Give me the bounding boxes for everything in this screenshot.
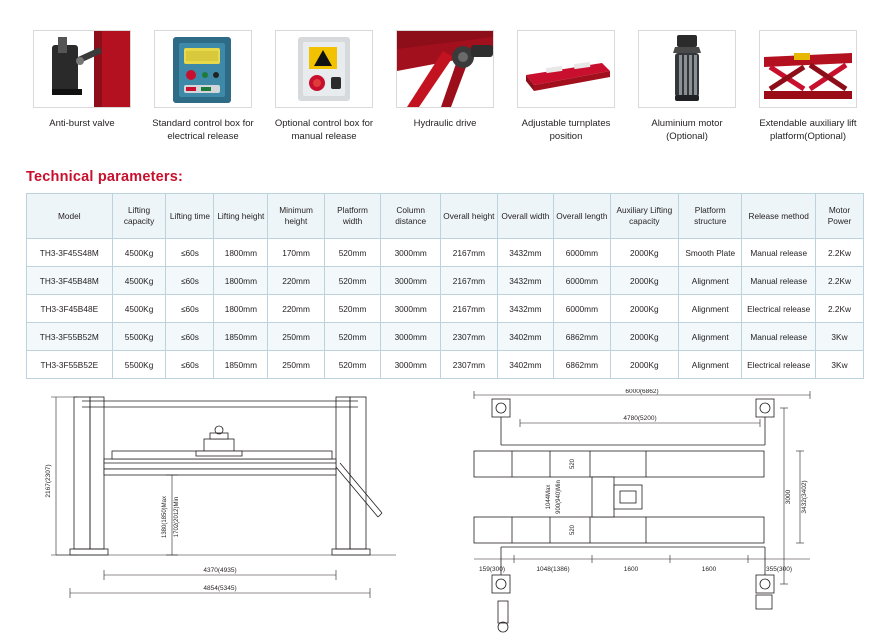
table-header-cell: Model	[27, 194, 113, 239]
table-row	[27, 351, 864, 379]
table-cell: 6862mm	[554, 351, 610, 379]
feature-caption: Optional control box for manual release	[274, 118, 374, 142]
table-cell: 520mm	[324, 239, 380, 267]
dim-overall-length: 6000(6862)	[625, 389, 659, 395]
table-row	[27, 239, 864, 267]
table-cell: ≤60s	[166, 267, 214, 295]
table-cell: 2000Kg	[610, 239, 678, 267]
table-cell: 3000mm	[381, 267, 441, 295]
table-header-cell: Lifting height	[214, 194, 268, 239]
table-cell: TH3-3F55B52E	[27, 351, 113, 379]
table-cell: 3432mm	[497, 239, 553, 267]
table-header-cell: Column distance	[381, 194, 441, 239]
table-cell: TH3-3F55B52M	[27, 323, 113, 351]
table-cell: 4500Kg	[112, 267, 166, 295]
table-cell: Manual release	[742, 267, 816, 295]
table-cell: 3000mm	[381, 239, 441, 267]
technical-parameters-table	[26, 193, 864, 379]
table-cell: Electrical release	[742, 351, 816, 379]
table-header-cell: Platform structure	[679, 194, 742, 239]
table-cell: 3432mm	[497, 295, 553, 323]
feature-item	[631, 30, 743, 143]
feature-caption: Standard control box for electrical release	[152, 118, 254, 142]
table-cell: 520mm	[324, 351, 380, 379]
dim-lift-height-max: 1380(1850)Max	[162, 495, 168, 539]
table-cell: 2000Kg	[610, 323, 678, 351]
dim-inner-width: 4370(4935)	[203, 567, 237, 574]
table-cell: 520mm	[324, 267, 380, 295]
table-header-cell: Motor Power	[816, 194, 864, 239]
table-header-cell: Lifting capacity	[112, 194, 166, 239]
table-cell: Alignment	[679, 267, 742, 295]
table-cell: 2307mm	[441, 351, 497, 379]
table-cell: 1850mm	[214, 323, 268, 351]
table-cell: ≤60s	[166, 295, 214, 323]
table-header-cell: Auxiliary Lifting capacity	[610, 194, 678, 239]
adjustable-turnplates-photo	[517, 30, 615, 108]
table-cell: 2000Kg	[610, 295, 678, 323]
table-cell: 3000mm	[381, 323, 441, 351]
table-header-cell: Overall length	[554, 194, 610, 239]
dim-front-overhang: 159(300)	[478, 566, 506, 573]
table-cell: ≤60s	[166, 323, 214, 351]
table-cell: ≤60s	[166, 239, 214, 267]
table-cell: 4500Kg	[112, 239, 166, 267]
feature-caption: Anti-burst valve	[49, 118, 115, 129]
table-cell: 2000Kg	[610, 267, 678, 295]
table-cell: ≤60s	[166, 351, 214, 379]
table-cell: 2307mm	[441, 323, 497, 351]
table-cell: 520mm	[324, 323, 380, 351]
side-elevation-drawing	[26, 389, 426, 624]
table-cell: 3402mm	[497, 323, 553, 351]
table-header-cell: Overall height	[441, 194, 497, 239]
dim-overall-height: 2167(2307)	[45, 464, 52, 498]
dim-rear-overhang: 355(300)	[765, 566, 793, 573]
feature-caption: Aluminium motor (Optional)	[651, 118, 723, 142]
table-cell: 2.2Kw	[816, 239, 864, 267]
table-cell: 220mm	[268, 267, 324, 295]
table-header-cell: Release method	[742, 194, 816, 239]
feature-item	[268, 30, 380, 143]
table-cell: 2.2Kw	[816, 295, 864, 323]
table-cell: 1850mm	[214, 351, 268, 379]
table-cell: 520mm	[324, 295, 380, 323]
feature-caption: Hydraulic drive	[413, 118, 477, 129]
standard-control-box-photo	[154, 30, 252, 108]
plan-view-drawing	[470, 389, 870, 644]
table-header-cell: Lifting time	[166, 194, 214, 239]
table-cell: Smooth Plate	[679, 239, 742, 267]
table-cell: 5500Kg	[112, 351, 166, 379]
table-cell: 3Kw	[816, 351, 864, 379]
dim-runway-gap-max: 1044Max	[546, 484, 552, 510]
table-header-cell: Platform width	[324, 194, 380, 239]
table-cell: 1800mm	[214, 295, 268, 323]
feature-caption: Adjustable turnplates position	[521, 118, 611, 142]
table-cell: 5500Kg	[112, 323, 166, 351]
table-cell: 170mm	[268, 239, 324, 267]
table-cell: Alignment	[679, 323, 742, 351]
table-cell: 2167mm	[441, 267, 497, 295]
table-row	[27, 323, 864, 351]
table-cell: 3000mm	[381, 295, 441, 323]
table-cell: 6862mm	[554, 323, 610, 351]
table-cell: 2167mm	[441, 239, 497, 267]
feature-item	[752, 30, 864, 143]
table-cell: Alignment	[679, 295, 742, 323]
page-title: Technical parameters:	[26, 169, 184, 185]
dim-platform-length: 4780(5200)	[623, 415, 657, 422]
table-cell: 3402mm	[497, 351, 553, 379]
table-cell: 2167mm	[441, 295, 497, 323]
table-cell: 2000Kg	[610, 351, 678, 379]
table-cell: 3432mm	[497, 267, 553, 295]
table-header-cell: Minimum height	[268, 194, 324, 239]
feature-item	[510, 30, 622, 143]
auxiliary-lift-platform-photo	[759, 30, 857, 108]
table-cell: 6000mm	[554, 295, 610, 323]
technical-drawings	[0, 389, 890, 639]
dim-lift-height-min: 1702(2012)Min	[174, 496, 180, 538]
aluminium-motor-photo	[638, 30, 736, 108]
feature-item	[147, 30, 259, 143]
table-header-cell: Overall width	[497, 194, 553, 239]
dim-mid-1: 1600	[623, 566, 639, 573]
table-cell: 250mm	[268, 323, 324, 351]
table-cell: TH3-3F45B48M	[27, 267, 113, 295]
dim-outer-width: 4854(5345)	[203, 585, 237, 592]
hydraulic-drive-photo	[396, 30, 494, 108]
table-cell: 220mm	[268, 295, 324, 323]
table-cell: 1800mm	[214, 239, 268, 267]
table-cell: 6000mm	[554, 239, 610, 267]
dim-platform-width-b: 520	[570, 524, 576, 536]
table-header-row	[27, 194, 864, 239]
anti-burst-valve-photo	[33, 30, 131, 108]
table-cell: Alignment	[679, 351, 742, 379]
dim-mid-2: 1600	[701, 566, 717, 573]
feature-item	[389, 30, 501, 143]
table-row	[27, 295, 864, 323]
feature-item	[26, 30, 138, 143]
table-cell: 6000mm	[554, 267, 610, 295]
table-cell: 1800mm	[214, 267, 268, 295]
dim-overall-width: 3432(3402)	[801, 480, 808, 514]
table-row	[27, 267, 864, 295]
table-cell: Manual release	[742, 239, 816, 267]
table-cell: 4500Kg	[112, 295, 166, 323]
table-cell: TH3-3F45S48M	[27, 239, 113, 267]
dim-column-distance: 3000	[785, 489, 792, 505]
feature-strip	[0, 0, 890, 143]
dim-ramp-length: 1048(1386)	[536, 566, 570, 573]
optional-control-box-photo	[275, 30, 373, 108]
table-cell: 2.2Kw	[816, 267, 864, 295]
table-cell: 3Kw	[816, 323, 864, 351]
table-cell: Manual release	[742, 323, 816, 351]
table-cell: 3000mm	[381, 351, 441, 379]
table-cell: 250mm	[268, 351, 324, 379]
dim-runway-gap-min: 900(940)Min	[556, 480, 562, 514]
table-cell: TH3-3F45B48E	[27, 295, 113, 323]
table-cell: Electrical release	[742, 295, 816, 323]
feature-caption: Extendable auxiliary lift platform(Optional)	[759, 118, 857, 142]
dim-platform-width-a: 520	[570, 458, 576, 470]
